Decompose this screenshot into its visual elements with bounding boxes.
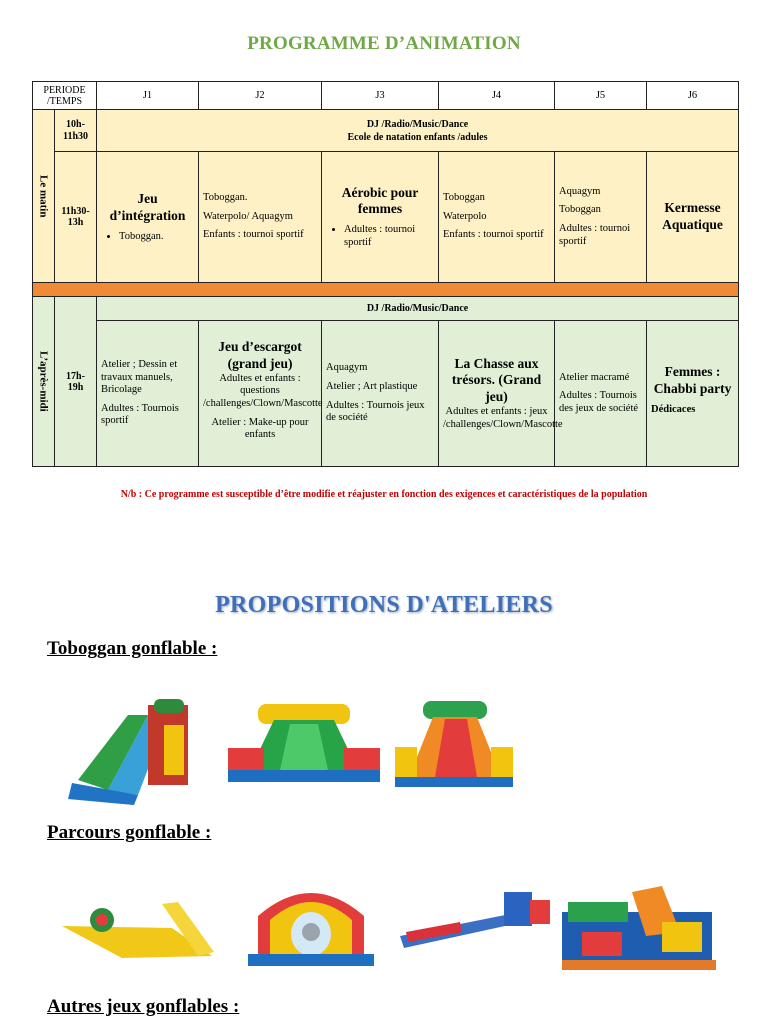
header-day: J3	[322, 82, 439, 110]
morning-j4-line: Waterpolo	[443, 210, 487, 222]
morning-j5-line: Toboggan	[559, 204, 601, 216]
table-header-row	[33, 82, 739, 110]
header-periode: PERIODE /TEMPS	[33, 82, 97, 110]
obstacle-image-1	[62, 898, 216, 964]
afternoon-j4-title: La Chasse aux trésors. (Grand jeu)	[451, 355, 542, 405]
toboggan-heading: Toboggan gonflable :	[47, 638, 218, 659]
afternoon-j2	[199, 321, 322, 467]
morning-slot1-time: 10h-11h30	[55, 110, 97, 152]
morning-j5-line: Aquagym	[559, 185, 601, 197]
header-day: J4	[439, 82, 555, 110]
afternoon-j6	[647, 321, 739, 467]
header-day: J1	[97, 82, 199, 110]
morning-j1	[97, 152, 199, 283]
afternoon-j3-line: Adultes : Tournois jeux de société	[326, 399, 425, 424]
morning-j6-title: Kermesse Aquatique	[662, 200, 723, 232]
programme-title: PROGRAMME D’ANIMATION	[247, 33, 521, 54]
morning-j2	[199, 152, 322, 283]
morning-row-2	[33, 152, 739, 283]
afternoon-j2-line: Atelier : Make-up pour enfants	[211, 416, 309, 441]
morning-j2-line: Toboggan.	[203, 192, 248, 204]
slide-image-2	[228, 700, 380, 784]
morning-j2-line: Waterpolo/ Aquagym	[203, 210, 293, 222]
morning-j4	[439, 152, 555, 283]
ateliers-heading: PROPOSITIONS D'ATELIERS	[215, 592, 553, 618]
afternoon-row-2	[33, 321, 739, 467]
afternoon-j1-line: Adultes : Tournois sportif	[101, 402, 179, 427]
morning-period-cell	[33, 110, 55, 283]
morning-label: Le matin	[37, 174, 50, 218]
morning-j3-title: Aérobic pour femmes	[341, 184, 419, 217]
afternoon-j5-line: Atelier macramé	[559, 371, 630, 383]
afternoon-j3	[322, 321, 439, 467]
afternoon-j3-line: Atelier ; Art plastique	[326, 380, 418, 392]
morning-dj: DJ /Radio/Music/Dance	[366, 118, 469, 130]
afternoon-j2-line: Adultes et enfants : questions /challenges/Clown/Mascotte	[203, 372, 323, 410]
afternoon-j2-title: Jeu d’escargot (grand jeu)	[218, 339, 302, 372]
afternoon-j6-line: Dédicaces	[651, 404, 696, 416]
slide-image-3	[395, 697, 513, 789]
afternoon-row-1	[33, 297, 739, 321]
obstacle-image-2	[244, 876, 378, 968]
afternoon-time: 17h-19h	[55, 297, 97, 467]
morning-j3-item: • Adultes : tournoi sportif	[344, 224, 434, 249]
header-day: J6	[647, 82, 739, 110]
afternoon-dj: DJ /Radio/Music/Dance	[97, 297, 739, 321]
period-separator	[33, 283, 739, 297]
header-day: J2	[199, 82, 322, 110]
afternoon-j5	[555, 321, 647, 467]
afternoon-j3-line: Aquagym	[326, 362, 368, 374]
morning-j2-line: Enfants : tournoi sportif	[203, 229, 304, 241]
programme-table	[32, 81, 739, 467]
morning-swim-school: Ecole de natation enfants /adules	[347, 131, 488, 143]
parcours-heading: Parcours gonflable :	[47, 822, 212, 843]
afternoon-j1	[97, 321, 199, 467]
morning-j1-item: • Toboggan.	[119, 231, 194, 244]
morning-j3	[322, 152, 439, 283]
morning-j4-line: Enfants : tournoi sportif	[443, 229, 544, 241]
afternoon-j5-line: Adultes : Tournois des jeux de société	[559, 390, 639, 414]
morning-j6	[647, 152, 739, 283]
disclaimer-note: N/b : Ce programme est susceptible d’être modifie et réajuster en fonction des exigences et caractéristiques de la population	[120, 489, 648, 500]
header-day: J5	[555, 82, 647, 110]
slide-image-1	[68, 695, 194, 807]
afternoon-period-cell	[33, 297, 55, 467]
afternoon-j4	[439, 321, 563, 467]
obstacle-image-4	[562, 882, 716, 974]
afternoon-j6-title: Femmes : Chabbi party	[653, 364, 732, 397]
morning-j4-line: Toboggan	[443, 192, 485, 204]
autres-heading: Autres jeux gonflables :	[47, 996, 240, 1017]
afternoon-j1-line: Atelier ; Dessin et travaux manuels, Bricolage	[101, 359, 178, 396]
morning-slot1-activity	[97, 110, 739, 152]
obstacle-image-3	[400, 886, 552, 952]
morning-j1-title: Jeu d’intégration	[109, 190, 186, 223]
afternoon-label: L’après-midi	[37, 351, 50, 412]
morning-slot2-time: 11h30-13h	[55, 152, 97, 283]
morning-j5-line: Adultes : tournoi sportif	[559, 223, 631, 247]
afternoon-j4-line: Adultes et enfants : jeux /challenges/Clown/Mascotte	[443, 406, 563, 430]
morning-j5	[555, 152, 647, 283]
morning-row-1	[33, 110, 739, 152]
